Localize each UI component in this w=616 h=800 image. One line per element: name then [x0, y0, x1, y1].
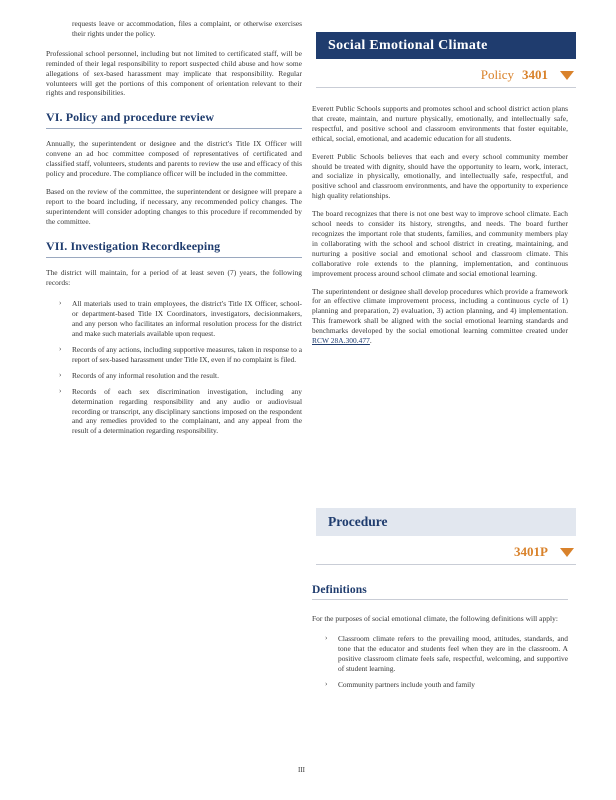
section-7-paragraph-1: The district will maintain, for a period of at least seven (7) years, the following records:	[46, 267, 302, 287]
left-column	[46, 0, 302, 442]
list-item	[312, 680, 568, 690]
list-item	[46, 299, 302, 339]
section-6-paragraph-2: Based on the review of the committee, the superintendent or designee will prepare a report to the board including, if necessary, any recommended policy changes. The superintendent will consider adopting changes to this procedure if recommended by the committee.	[46, 186, 302, 226]
list-item-text: Classroom climate refers to the prevailing mood, attitudes, standards, and tone that the educator and students feel when they are in the classroom. A positive classroom climate feels safe, respectful, welcoming, and supportive of student learning.	[338, 633, 568, 673]
definitions-heading: Definitions	[312, 584, 568, 600]
section-6-heading: VI. Policy and procedure review	[46, 110, 302, 129]
definitions-list	[312, 634, 568, 690]
procedure-number-line	[316, 543, 576, 565]
list-item-text: Records of any actions, including supportive measures, taken in response to a report of sex-based harassment under Title IX, even if no complaint is filed.	[72, 345, 302, 364]
list-item	[46, 345, 302, 365]
policy-number: 3401	[522, 67, 548, 82]
policy-paragraph-4-end: .	[369, 336, 372, 346]
policy-paragraph-4	[312, 287, 568, 346]
policy-paragraph-4-text: The superintendent or designee shall develop procedures which provide a framework for an effective climate improvement process, including a continuous cycle of 1) planning and preparation, 2) evaluation, 3) action planning, and 4) implementation. This framework shall be aligned with the social emotional learning standards and benchmarks developed by the social emotional learning committee created under	[312, 286, 568, 336]
rcw-link[interactable]: RCW 28A.300.477	[312, 336, 370, 346]
intro-bullet-list	[46, 19, 302, 39]
policy-paragraph-2: Everett Public Schools believes that each and every school community member should be treated with dignity, should have the opportunity to learn, work, interact, and socialize in physically, emotionally, and intellectually safe, respectful, and positive school and classroom environments, and have the opportunity to experience high quality relationships.	[312, 151, 568, 201]
policy-paragraph-1: Everett Public Schools supports and promotes school and school district action plans that create, maintain, and nurture physically, emotionally, and intellectually safe, respectful, and positive school and classroom environments that foster equitable, ethical, social, emotional, and academic education for all students.	[312, 104, 568, 143]
right-column-policy	[312, 104, 568, 346]
policy-title-banner	[316, 32, 576, 59]
policy-label: Policy	[480, 67, 514, 82]
intro-bullet-text: requests leave or accommodation, files a complaint, or otherwise exercises their rights under the policy.	[72, 19, 302, 38]
intro-bullet-tail	[46, 19, 302, 39]
list-item-text: Records of any informal resolution and the result.	[72, 370, 219, 380]
policy-number-line	[316, 66, 576, 88]
policy-paragraph-3: The board recognizes that there is not one best way to improve school climate. Each school needs to consider its history, strengths, and needs. The board further recognizes the important role that students, families, and community members play in collaborating with the school and school district in creating, maintaining, and nurturing a positive social and emotional school and classroom climate. This collaborative role extends to the planning, implementation, and continuous improvement process around school climate and social emotional learning.	[312, 209, 568, 278]
recordkeeping-list	[46, 299, 302, 436]
procedure-banner	[316, 508, 576, 536]
section-7-heading: VII. Investigation Recordkeeping	[46, 239, 302, 258]
triangle-down-icon	[560, 548, 574, 557]
section-6-paragraph-1: Annually, the superintendent or designee and the district's Title IX Officer will convene an ad hoc committee composed of representatives of certificated and classified staff, volunteers, students and parents to review the use and efficacy of this policy and procedure. The compliance officer will be included in the committee.	[46, 139, 302, 179]
intro-paragraph: Professional school personnel, including but not limited to certificated staff, will be reminded of their legal responsibility to report suspected child abuse and how some allegations of sex-based harassment may implicate that responsibility. Regular volunteers will get the portions of this component of orientation relevant to their rights and responsibilities.	[46, 48, 302, 98]
list-item	[46, 371, 302, 381]
procedure-heading: Procedure	[328, 514, 388, 529]
policy-title: Social Emotional Climate	[328, 38, 488, 53]
right-column-procedure	[312, 584, 568, 695]
definitions-intro: For the purposes of social emotional climate, the following definitions will apply:	[312, 614, 558, 623]
list-item-text: Records of each sex discrimination investigation, including any determination regarding responsibility and any audio or audiovisual recording or transcript, any disciplinary sanctions imposed on the respondent and any remedies provided to the complainant, and any appeal from the result of a determination regarding responsibility.	[72, 386, 302, 436]
page-number: III	[298, 766, 305, 774]
list-item	[312, 634, 568, 674]
list-item	[46, 387, 302, 437]
triangle-down-icon	[560, 71, 574, 80]
list-item-text: All materials used to train employees, the district's Title IX Officer, school- or department-based Title IX Coordinators, investigators, decisionmakers, and any person who facilitates an informal resolution process for the district and make such materials available upon request.	[72, 299, 302, 339]
list-item-text: Community partners include youth and family	[338, 679, 475, 689]
procedure-number: 3401P	[514, 544, 548, 559]
